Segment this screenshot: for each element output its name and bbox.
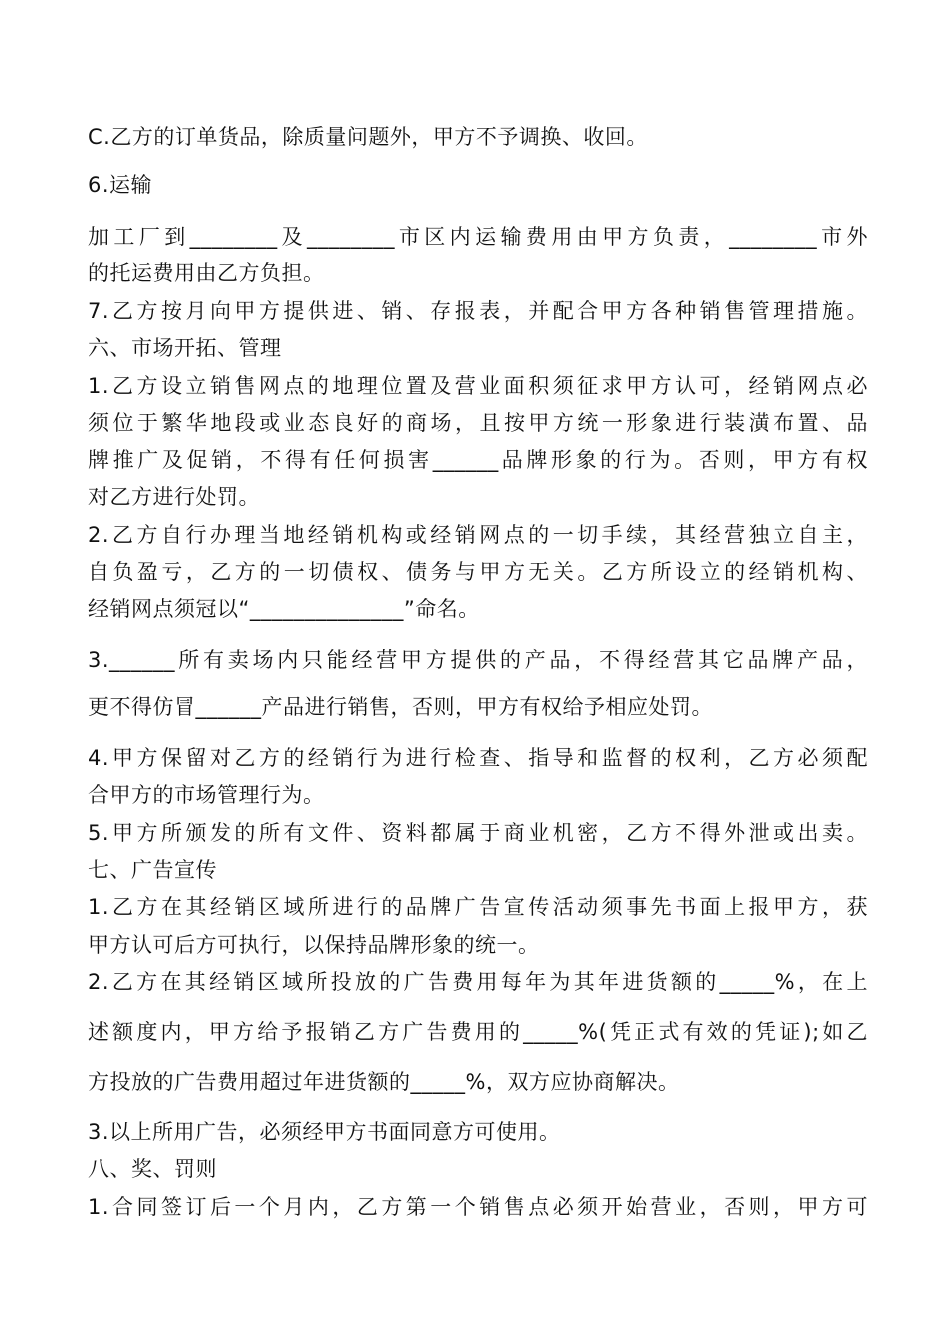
text-line: 5.甲方所颁发的所有文件、资料都属于商业机密，乙方不得外泄或出卖。 xyxy=(88,821,868,845)
section-heading: 6.运输 xyxy=(88,173,153,197)
text-line: 自负盈亏，乙方的一切债权、债务与甲方无关。乙方所设立的经销机构、 xyxy=(88,560,868,584)
text-line: 3.以上所用广告，必须经甲方书面同意方可使用。 xyxy=(88,1120,561,1144)
section-heading: 八、奖、罚则 xyxy=(88,1157,217,1181)
text-line: 述额度内，甲方给予报销乙方广告费用的_____%(凭正式有效的凭证);如乙 xyxy=(88,1020,868,1044)
text-line: 牌推广及促销，不得有任何损害______品牌形象的行为。否则，甲方有权 xyxy=(88,448,868,472)
section-heading: 六、市场开拓、管理 xyxy=(88,336,282,360)
text-line: 对乙方进行处罚。 xyxy=(88,485,260,509)
text-line: C.乙方的订单货品，除质量问题外，甲方不予调换、收回。 xyxy=(88,125,648,149)
section-heading: 七、广告宣传 xyxy=(88,858,217,882)
text-line: 1.乙方在其经销区域所进行的品牌广告宣传活动须事先书面上报甲方，获 xyxy=(88,895,868,919)
text-line: 2.乙方自行办理当地经销机构或经销网点的一切手续，其经营独立自主， xyxy=(88,523,868,547)
text-line: 须位于繁华地段或业态良好的商场，且按甲方统一形象进行装潢布置、品 xyxy=(88,411,868,435)
text-line: 7.乙方按月向甲方提供进、销、存报表，并配合甲方各种销售管理措施。 xyxy=(88,299,868,323)
text-line: 1.乙方设立销售网点的地理位置及营业面积须征求甲方认可，经销网点必 xyxy=(88,374,868,398)
text-line: 1.合同签订后一个月内，乙方第一个销售点必须开始营业，否则，甲方可 xyxy=(88,1195,868,1219)
text-line: 合甲方的市场管理行为。 xyxy=(88,783,325,807)
text-line: 甲方认可后方可执行，以保持品牌形象的统一。 xyxy=(88,933,540,957)
text-line: 2.乙方在其经销区域所投放的广告费用每年为其年进货额的_____%，在上 xyxy=(88,970,868,994)
text-line: 3.______所有卖场内只能经营甲方提供的产品，不得经营其它品牌产品， xyxy=(88,648,868,672)
text-line: 更不得仿冒______产品进行销售，否则，甲方有权给予相应处罚。 xyxy=(88,695,713,719)
text-line: 经销网点须冠以“______________”命名。 xyxy=(88,597,480,621)
text-line: 方投放的广告费用超过年进货额的_____%，双方应协商解决。 xyxy=(88,1070,680,1094)
text-line: 的托运费用由乙方负担。 xyxy=(88,261,325,285)
text-line: 加工厂到________及________市区内运输费用由甲方负责，________市外 xyxy=(88,225,868,249)
text-line: 4.甲方保留对乙方的经销行为进行检查、指导和监督的权利，乙方必须配 xyxy=(88,746,868,770)
